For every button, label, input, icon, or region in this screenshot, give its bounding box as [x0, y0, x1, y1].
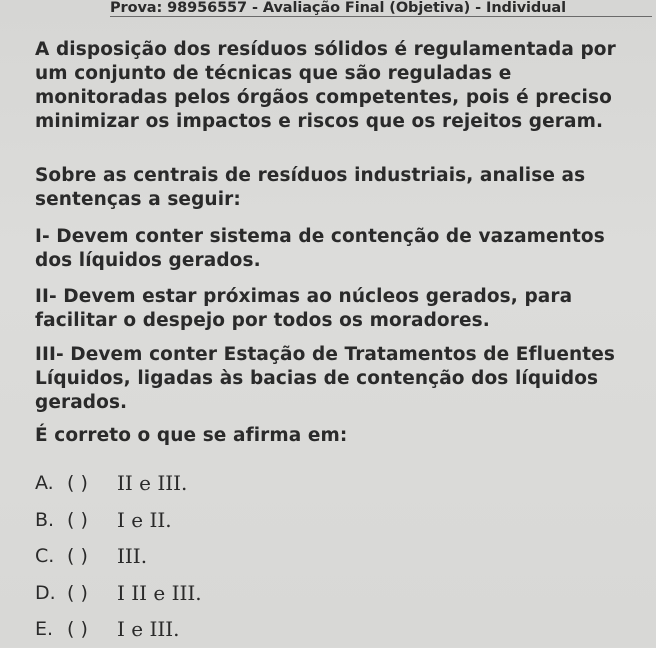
exam-header: Prova: 98956557 - Avaliação Final (Objetiva) - Individual — [110, 0, 652, 17]
option-e[interactable] — [35, 611, 202, 648]
option-checkbox[interactable]: ( ) — [67, 472, 88, 495]
option-text: II e III. — [117, 471, 188, 496]
option-checkbox[interactable]: ( ) — [67, 545, 88, 568]
option-checkbox[interactable]: ( ) — [67, 618, 88, 641]
option-letter: B. — [35, 508, 55, 531]
statement-3: III- Devem conter Estação de Tratamentos de Efluentes Líquidos, ligadas às bacias de contenção dos líquidos gerados. — [35, 344, 615, 413]
option-letter: A. — [35, 472, 54, 495]
option-letter: E. — [35, 618, 54, 641]
statement-1: I- Devem conter sistema de contenção de vazamentos dos líquidos gerados. — [35, 226, 605, 271]
option-checkbox[interactable]: ( ) — [67, 508, 88, 531]
option-text: III. — [117, 544, 148, 569]
option-a[interactable] — [35, 465, 202, 502]
option-text: I e III. — [117, 617, 180, 642]
question-intro: A disposição dos resíduos sólidos é regulamentada por um conjunto de técnicas que são reguladas e monitoradas pelos órgãos competentes, pois é preciso minimizar os impactos e riscos que os rejeitos geram. — [35, 39, 616, 132]
option-text: I II e III. — [117, 580, 202, 605]
option-checkbox[interactable]: ( ) — [67, 581, 88, 604]
option-c[interactable] — [35, 538, 202, 575]
question-prompt: É correto o que se afirma em: — [35, 425, 348, 446]
question-lead: Sobre as centrais de resíduos industriais, analise as sentenças a seguir: — [35, 165, 586, 210]
option-letter: D. — [35, 581, 56, 604]
statement-2: II- Devem estar próximas ao núcleos gerados, para facilitar o despejo por todos os moradores. — [35, 286, 573, 331]
option-d[interactable] — [35, 575, 202, 612]
answer-options — [35, 465, 202, 648]
option-letter: C. — [35, 545, 55, 568]
option-b[interactable] — [35, 502, 202, 539]
option-text: I e II. — [117, 507, 172, 532]
